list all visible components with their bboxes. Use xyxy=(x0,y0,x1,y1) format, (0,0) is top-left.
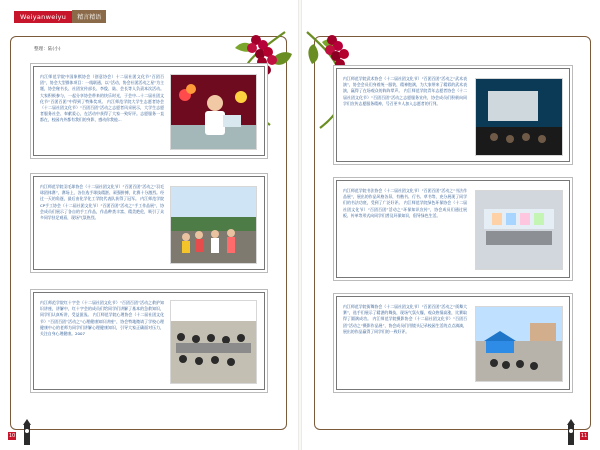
section-tag: 精言精语 xyxy=(72,10,106,23)
article-card-2 xyxy=(33,176,265,270)
photo-outdoor xyxy=(475,306,563,382)
article-card-6 xyxy=(336,296,570,390)
photo-exhibition xyxy=(475,190,563,270)
left-page xyxy=(0,0,298,450)
article-card-5 xyxy=(336,180,570,278)
article-text: 内江师范学院红十字会（十二届社团文化节）“百团百团”活动之救护知识讲座，讲解中，红十字会的成员们给同学们讲解了基本的急救知识，同学们认真听讲，受益匪浅。 内江师范学院心理协会（十二届社团文化节）“百团百团”活动之“心理健康知识讲座”，协会特地邀请了学校心理健康中心的老师为同学们讲解心理健康知识，引导大家正确面对压力，关注自身心理健康。2007 xyxy=(40,300,164,337)
article-card-4 xyxy=(336,68,570,162)
article-text: 内江师范学院武术协会（十二届社团文化节）“百团百团”活动之“武术表演”，协会会员们身着统一服装，精神饱满，为大家带来了精彩的武术表演，赢得了在场观众的阵阵掌声。 内江师范学院青年志愿者协会（十二届社团文化节）“百团百团”活动之志愿服务宣传，协会成员们积极向同学们宣传志愿服务精神，号召更多人加入志愿者的行列。 xyxy=(343,76,467,106)
big-ben-icon xyxy=(566,419,576,447)
header xyxy=(14,10,106,23)
article-text: 内江师范学院羽毛球协会（十二届社团文化节）“百团百团”活动之“羽毛球团体赛”，赛场上，各位选手球技精湛、顽强拼搏，比赛十分激烈。经过一天的角逐，最后由化学化工学院代表队获得了冠军。 内江师范学院CP手工协会（十二届社团文化节）“百团百团”活动之“手工作品展”，协会成员们展示了各自的手工作品，作品种类丰富、精美绝伦，吸引了众多同学驻足观看，现场气氛热烈。 xyxy=(40,184,164,221)
photo-children xyxy=(170,186,257,264)
photo-stage xyxy=(170,74,257,150)
big-ben-icon xyxy=(22,419,32,447)
article-text: 内江师范学院中国象棋协会（创意协会）十二届社团文化节“百团百团”，协会大型群体项目：一线联通，以“活动，协会社团活动之星”为主题，协会秘书长、社团宣传部长、李俊、陆、会长等人负责本次活动。大家积极参与，一起分享协会带来的快乐时光，于会中…十二届社团文化节“百团百团”中得到了特殊奖项。 内江师范学院大学生志愿者协会（十二届社团文化节）“百团百团”活动之志愿者风采展示，大学生志愿者服务社会、奉献爱心，在活动中获得了大家一致好评。志愿服务一直都在，校园内外都有我们的身影，感动你我他… xyxy=(40,74,164,123)
photo-classroom xyxy=(170,300,257,384)
article-text: 内江师范学院书法协会（十二届社团文化节）“百团百团”活动之“书法作品展”，展出的作品风格各异，有楷书、行书、草书等，充分展现了同学们的书法功底，受到了广泛好评。 内江师范学院绿色环保协会（十二届社团文化节）“百团百团”活动之“环保知识宣传”，协会成员们通过展板、传单等形式向同学们普及环保知识，倡导绿色生活。 xyxy=(343,188,467,218)
brand: Weiyanweiyu xyxy=(14,11,72,23)
page-number: 10 xyxy=(8,433,16,439)
right-page xyxy=(302,0,600,450)
signature: 整理：陆(小) xyxy=(34,47,61,52)
article-text: 内江师范学院街舞协会（十二届社团文化节）“百团百团”活动之“街舞大赛”，选手们展示了精湛的舞技，现场气氛火爆，观众热情高涨，比赛取得了圆满成功。 内江师范学院摄影协会（十二届社团文化节）“百团百团”活动之“摄影作品展”，协会成员们用镜头记录校园生活的点点滴滴，展出的作品赢得了同学们的一致好评。 xyxy=(343,304,467,334)
photo-projection xyxy=(475,78,563,156)
article-card-1 xyxy=(33,66,265,156)
page-number: 11 xyxy=(580,433,588,439)
article-card-3 xyxy=(33,292,265,390)
